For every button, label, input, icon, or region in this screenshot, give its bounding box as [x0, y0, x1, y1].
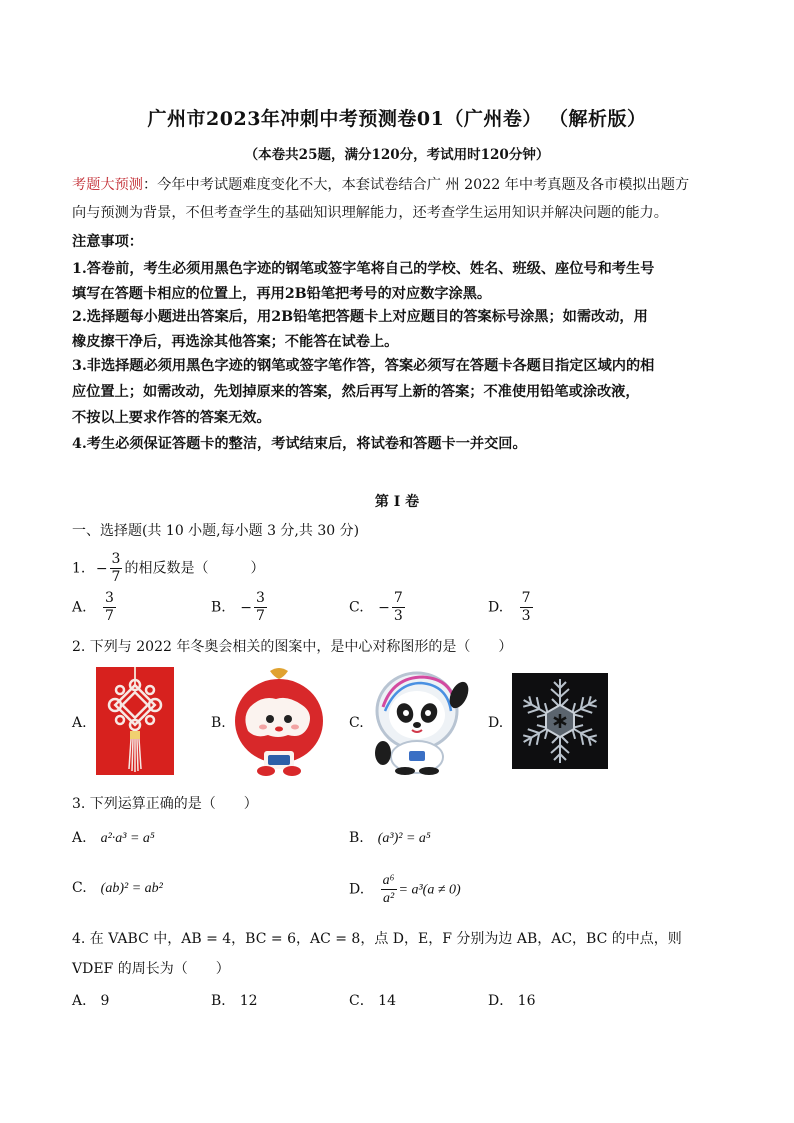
q1-option-b: B. − $\frac{3}{7}$ — [211, 590, 265, 624]
section-title: 第 I 卷 — [374, 494, 420, 510]
notice-heading: 注意事项： — [72, 234, 143, 250]
notice-line: 2.选择题每小题进出答案后，用2B铅笔把答题卡上对应题目的答案标号涂黑；如需改动，用 — [72, 309, 648, 325]
mascot-lantern-image — [230, 667, 328, 777]
q3-option-a: A. a²·a³ = a⁵ — [72, 830, 155, 846]
q3-option-c: C. (ab)² = ab² — [72, 880, 163, 896]
panda-mascot-image — [365, 667, 473, 775]
q2-option-b-label: B. — [211, 715, 226, 731]
notice-line: 4.考生必须保证答题卡的整洁，考试结束后，将试卷和答题卡一并交回。 — [72, 436, 527, 452]
snowflake-image — [512, 673, 608, 769]
page-title: 广州市2023年冲刺中考预测卷01（广州卷） （解析版） — [147, 108, 647, 130]
question-4-line-1: 4. 在 VABC 中，AB = 4，BC = 6，AC = 8，点 D，E，F 分别为边 AB，AC，BC 的中点，则 — [72, 931, 682, 947]
q2-option-c-label: C. — [349, 715, 364, 731]
notice-line: 不按以上要求作答的答案无效。 — [72, 410, 271, 426]
q4-option-b: B． 12 — [211, 993, 258, 1009]
notice-line: 填写在答题卡相应的位置上，再用2B铅笔把考号的对应数字涂黑。 — [72, 286, 492, 302]
q2-option-d-label: D. — [488, 715, 504, 731]
notice-line: 3.非选择题必须用黑色字迹的钢笔或签字笔作答，答案必须写在答题卡各题目指定区域内的相 — [72, 358, 655, 374]
page-subtitle: （本卷共25题，满分120分，考试用时120分钟） — [244, 147, 550, 163]
question-4-line-2: VDEF 的周长为（ ） — [72, 961, 230, 977]
chinese-knot-image — [96, 667, 174, 775]
q4-option-c: C． 14 — [349, 993, 396, 1009]
q3-option-b: B. (a³)² = a⁵ — [349, 830, 431, 846]
q4-option-a: A． 9 — [72, 993, 110, 1009]
question-1: 1. − $\frac{3}{7}$ 的相反数是（ ） — [72, 551, 265, 585]
prediction-label: 考题大预测 — [72, 177, 143, 193]
q3-option-d: D. $\frac{\text{a⁶}}{\text{a²}}$ = a³(a ≠ 0) — [349, 873, 461, 906]
fraction: $\frac{3}{7}$ — [111, 551, 121, 585]
q1-option-a: A. $\frac{3}{7}$ — [72, 590, 114, 624]
notice-line: 1.答卷前，考生必须用黑色字迹的钢笔或签字笔将自己的学校、姓名、班级、座位号和考生号 — [72, 261, 655, 277]
question-3: 3. 下列运算正确的是（ ） — [72, 796, 258, 812]
q1-option-c: C. − $\frac{7}{3}$ — [349, 590, 403, 624]
q2-option-a-label: A. — [72, 715, 87, 731]
part-heading: 一、选择题(共 10 小题,每小题 3 分,共 30 分) — [72, 523, 360, 539]
prediction-line-2: 向与预测为背景，不但考查学生的基础知识理解能力，还考查学生运用知识并解决问题的能力。 — [72, 205, 668, 221]
q1-option-d: D. $\frac{7}{3}$ — [488, 590, 531, 624]
notice-line: 橡皮擦干净后，再选涂其他答案；不能答在试卷上。 — [72, 334, 399, 350]
notice-line: 应位置上；如需改动，先划掉原来的答案，然后再写上新的答案；不准使用铅笔或涂改液， — [72, 384, 640, 400]
prediction-line-1: 考题大预测：今年中考试题难度变化不大，本套试卷结合广 州 2022 年中考真题及各市模拟出题方 — [72, 177, 690, 193]
q4-option-d: D． 16 — [488, 993, 536, 1009]
question-2: 2. 下列与 2022 年冬奥会相关的图案中，是中心对称图形的是（ ） — [72, 639, 513, 655]
